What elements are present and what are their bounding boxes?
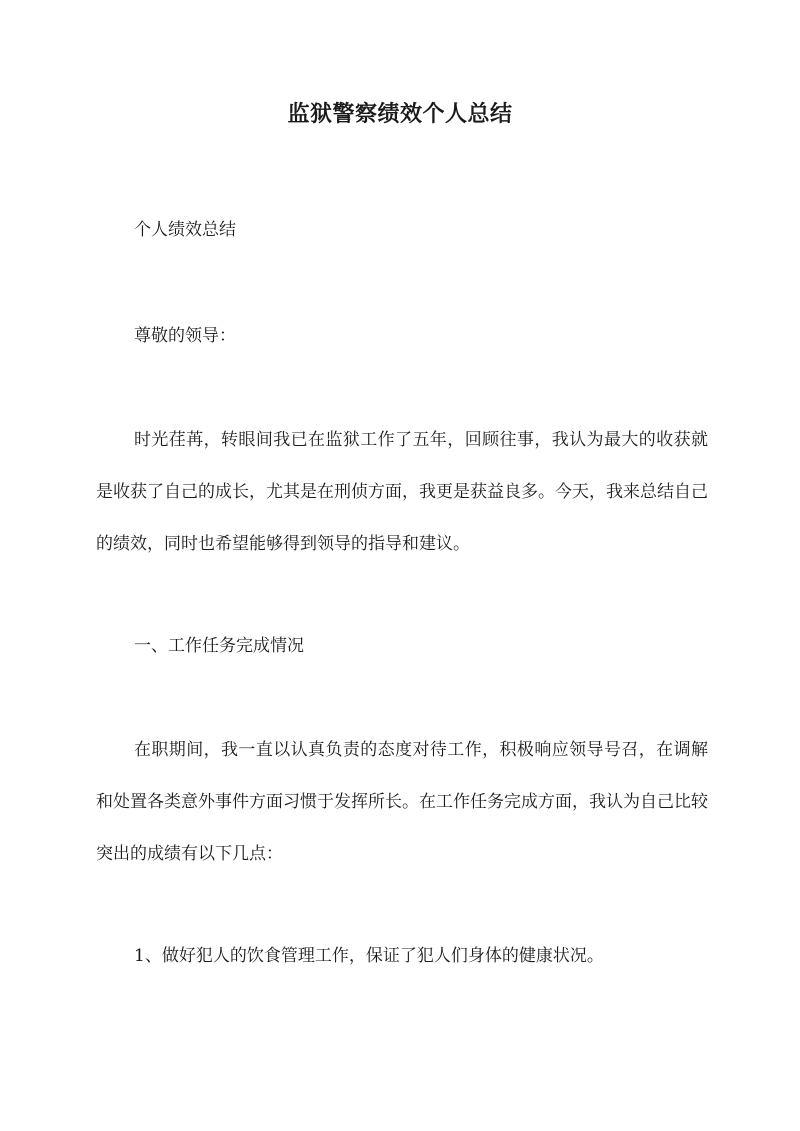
document-title: 监狱警察绩效个人总结 — [287, 101, 513, 127]
subtitle-paragraph: 个人绩效总结 — [134, 220, 236, 240]
list-item-1: 1、做好犯人的饮食管理工作，保证了犯人们身体的健康状况。 — [134, 946, 604, 966]
section-1-body-paragraph: 在职期间，我一直以认真负责的态度对待工作，积极响应领导号召，在调解和处置各类意外事件方面习惯于发挥所长。在工作任务完成方面，我认为自己比较突出的成绩有以下几点： — [96, 740, 708, 864]
section-heading-1: 一、工作任务完成情况 — [134, 636, 304, 656]
salutation-paragraph: 尊敬的领导： — [134, 326, 236, 346]
intro-paragraph: 时光荏苒，转眼间我已在监狱工作了五年，回顾往事，我认为最大的收获就是收获了自己的成长，尤其是在刑侦方面，我更是获益良多。今天，我来总结自己的绩效，同时也希望能够得到领导的指导和建议。 — [96, 430, 708, 554]
